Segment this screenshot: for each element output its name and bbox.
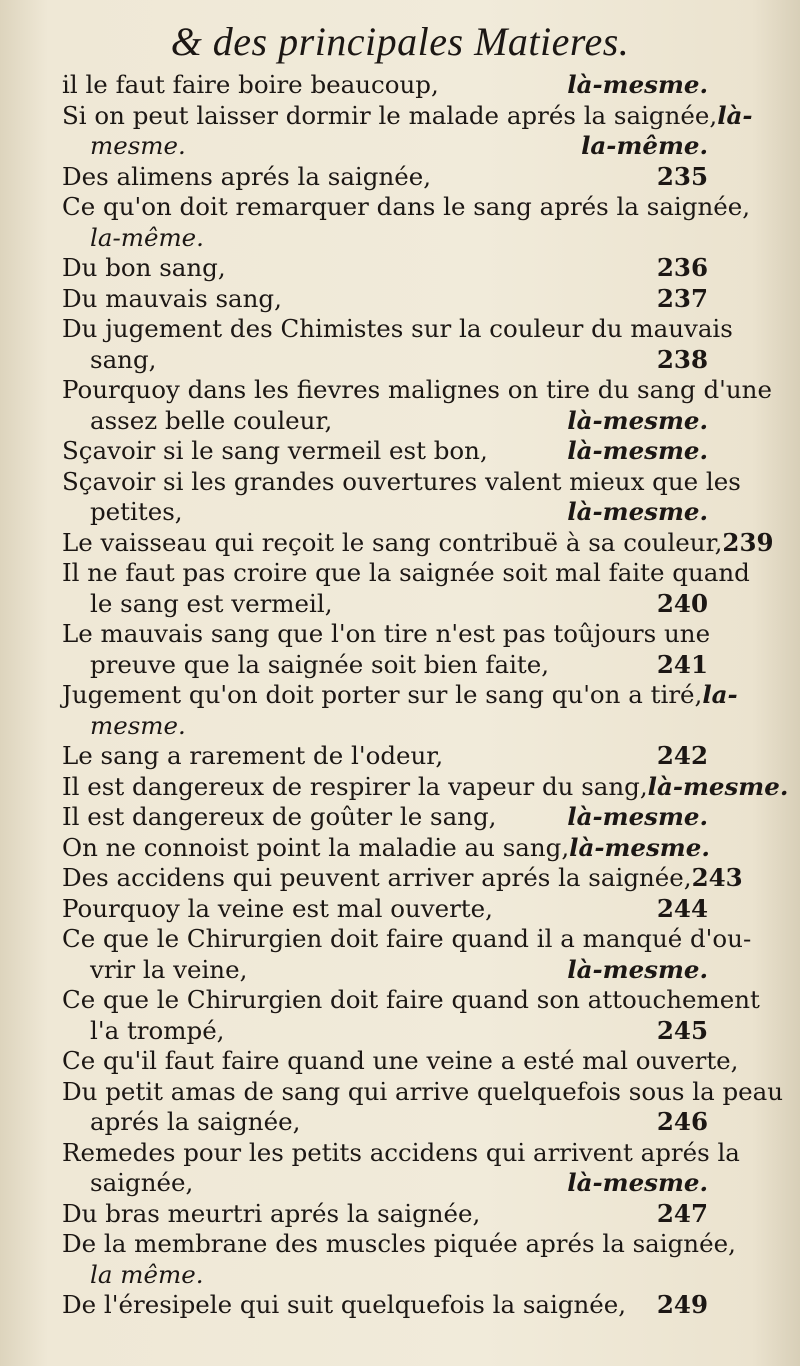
page-reference: là-mesme.	[567, 802, 708, 831]
entry-text: Le sang a rarement de l'odeur,	[62, 741, 444, 770]
entry-line	[62, 314, 733, 345]
entry-text: mesme.	[90, 710, 186, 740]
entry-continuation	[62, 955, 708, 986]
entry-text: Sçavoir si les grandes ouvertures valent mieux que les	[62, 466, 741, 496]
entry-text: Pourquoy dans les fievres malignes on tire du sang d'une	[62, 375, 772, 404]
entry-text: Le vaisseau qui reçoit le sang contribuë à sa couleur,	[62, 527, 723, 557]
entry-line	[62, 253, 708, 284]
entry-line	[62, 192, 751, 223]
entry-line	[62, 375, 772, 406]
entry-text: Du jugement des Chimistes sur la couleur du mauvais	[62, 314, 733, 343]
entry-line	[62, 833, 708, 864]
entry-text: Ce qu'il faut faire quand une veine a esté mal ouverte,	[62, 1046, 739, 1075]
page-reference: là-	[717, 100, 753, 130]
entry-text: le sang est vermeil,	[90, 588, 333, 618]
entry-text: la-même.	[90, 222, 204, 252]
page-reference: 246	[656, 1107, 708, 1136]
index-entry	[62, 558, 750, 619]
entry-line	[62, 1046, 739, 1077]
page-reference: la-même.	[581, 131, 708, 160]
entry-text: saignée,	[90, 1168, 194, 1197]
index-entry	[62, 619, 711, 680]
entry-line	[62, 70, 708, 101]
entry-text: Du petit amas de sang qui arrive quelquefois sous la peau	[62, 1076, 784, 1106]
page-reference: 238	[656, 344, 708, 374]
entry-continuation	[62, 711, 708, 742]
entry-line	[62, 619, 711, 650]
index-entry	[62, 162, 708, 193]
page-reference: 240	[656, 588, 708, 618]
entry-text: la même.	[90, 1259, 204, 1289]
entry-continuation	[62, 345, 708, 376]
index-entry	[62, 436, 708, 467]
entry-text: On ne connoist point la maladie au sang,	[62, 832, 570, 862]
entry-continuation	[62, 1016, 708, 1047]
page-reference: 241	[656, 649, 708, 679]
entry-continuation	[62, 1107, 708, 1138]
entry-line	[62, 162, 708, 193]
entry-line	[62, 771, 789, 803]
entry-line	[62, 1137, 740, 1169]
page-reference: 235	[656, 161, 708, 191]
index-entry	[62, 680, 738, 741]
page-reference: là-mesme.	[567, 1168, 708, 1197]
index-entry	[62, 192, 751, 253]
index-entry	[62, 1199, 708, 1230]
index-entry	[62, 100, 753, 162]
page-reference: 244	[656, 893, 708, 923]
index-entry	[62, 466, 741, 528]
entry-text: aprés la saignée,	[90, 1107, 301, 1136]
entry-continuation	[62, 406, 708, 437]
entry-text: Si on peut laisser dormir le malade aprés la saignée,	[62, 100, 718, 130]
index-entry	[62, 1229, 736, 1290]
entry-text: preuve que la saignée soit bien faite,	[90, 649, 550, 679]
running-header: & des principales Matieres.	[170, 19, 630, 64]
index-entry	[62, 1076, 784, 1138]
index-entry	[62, 527, 774, 559]
index-entry	[62, 741, 708, 772]
entry-line	[62, 1199, 708, 1230]
entry-line	[62, 284, 708, 315]
page-reference: 237	[656, 283, 708, 313]
entry-text: Ce que le Chirurgien doit faire quand il a manqué d'ou-	[62, 924, 752, 953]
page-reference: 242	[656, 741, 708, 770]
index-entries	[62, 70, 789, 1321]
entry-text: il le faut faire boire beaucoup,	[62, 70, 439, 99]
entry-continuation	[62, 589, 708, 620]
index-entry	[62, 894, 708, 925]
page-reference: 245	[656, 1015, 708, 1045]
entry-text: Ce que le Chirurgien doit faire quand son attouchement	[62, 985, 760, 1014]
entry-line	[62, 100, 753, 132]
entry-text: vrir la veine,	[90, 954, 248, 984]
entry-text: l'a trompé,	[90, 1015, 225, 1045]
entry-text: mesme.	[90, 131, 186, 160]
index-entry	[62, 314, 733, 375]
page-reference: là-mesme.	[567, 405, 708, 435]
index-entry	[62, 1290, 708, 1321]
entry-text: Des alimens aprés la saignée,	[62, 161, 432, 191]
entry-text: Il est dangereux de respirer la vapeur du sang,	[62, 771, 648, 801]
index-entry	[62, 253, 708, 284]
index-entry	[62, 771, 789, 803]
page-reference: 243	[691, 863, 743, 892]
entry-continuation	[62, 1260, 708, 1291]
page-reference: là-mesme.	[567, 954, 708, 984]
page-reference: 236	[656, 253, 708, 282]
entry-text: De la membrane des muscles piquée aprés la saignée,	[62, 1229, 736, 1258]
page-reference: là-mesme.	[569, 832, 710, 862]
index-entry	[62, 802, 708, 833]
entry-line	[62, 436, 708, 467]
index-entry	[62, 924, 752, 985]
entry-continuation	[62, 497, 708, 528]
entry-text: Il ne faut pas croire que la saignée soit mal faite quand	[62, 558, 750, 587]
index-entry	[62, 1046, 739, 1077]
entry-line	[62, 1290, 708, 1321]
entry-text: Du mauvais sang,	[62, 283, 282, 313]
index-entry	[62, 70, 708, 101]
index-entry	[62, 985, 760, 1046]
entry-line	[62, 466, 741, 498]
entry-text: Remedes pour les petits accidens qui arrivent aprés la	[62, 1137, 740, 1167]
entry-continuation	[62, 223, 708, 254]
entry-text: Du bras meurtri aprés la saignée,	[62, 1198, 481, 1228]
entry-line	[62, 741, 708, 772]
entry-text: Ce qu'on doit remarquer dans le sang aprés la saignée,	[62, 192, 751, 221]
entry-text: Pourquoy la veine est mal ouverte,	[62, 893, 493, 923]
entry-line	[62, 558, 750, 589]
entry-text: Jugement qu'on doit porter sur le sang qu'on a tiré,	[62, 680, 703, 709]
index-entry	[62, 375, 772, 436]
index-entry	[62, 1137, 740, 1199]
index-entry	[62, 284, 708, 315]
entry-line	[62, 924, 752, 955]
entry-text: Du bon sang,	[62, 253, 226, 282]
page-reference: là-mesme.	[567, 70, 708, 99]
entry-text: Des accidens qui peuvent arriver aprés la saignée,	[62, 863, 692, 892]
entry-continuation	[62, 131, 708, 162]
entry-continuation	[62, 650, 708, 681]
page-reference: 249	[656, 1290, 708, 1319]
entry-line	[62, 680, 738, 711]
entry-line	[62, 1229, 736, 1260]
entry-text: assez belle couleur,	[90, 405, 333, 435]
entry-text: De l'éresipele qui suit quelquefois la saignée,	[62, 1290, 627, 1319]
entry-line	[62, 894, 708, 925]
entry-line	[62, 527, 774, 559]
entry-text: Le mauvais sang que l'on tire n'est pas toûjours une	[62, 619, 711, 648]
entry-line	[62, 1076, 784, 1108]
entry-line	[62, 863, 743, 894]
page-reference: là-mesme.	[647, 771, 789, 801]
entry-text: Il est dangereux de goûter le sang,	[62, 802, 497, 831]
page-reference: la-	[702, 680, 738, 709]
page-reference: là-mesme.	[567, 497, 708, 526]
entry-continuation	[62, 1168, 708, 1199]
entry-line	[62, 985, 760, 1016]
entry-text: petites,	[90, 497, 183, 526]
page-reference: là-mesme.	[567, 436, 708, 465]
page-reference: 239	[722, 527, 774, 557]
index-entry	[62, 833, 708, 864]
entry-line	[62, 802, 708, 833]
page-reference: 247	[656, 1198, 708, 1228]
entry-text: Sçavoir si le sang vermeil est bon,	[62, 436, 488, 465]
index-entry	[62, 863, 743, 894]
entry-text: sang,	[90, 344, 157, 374]
